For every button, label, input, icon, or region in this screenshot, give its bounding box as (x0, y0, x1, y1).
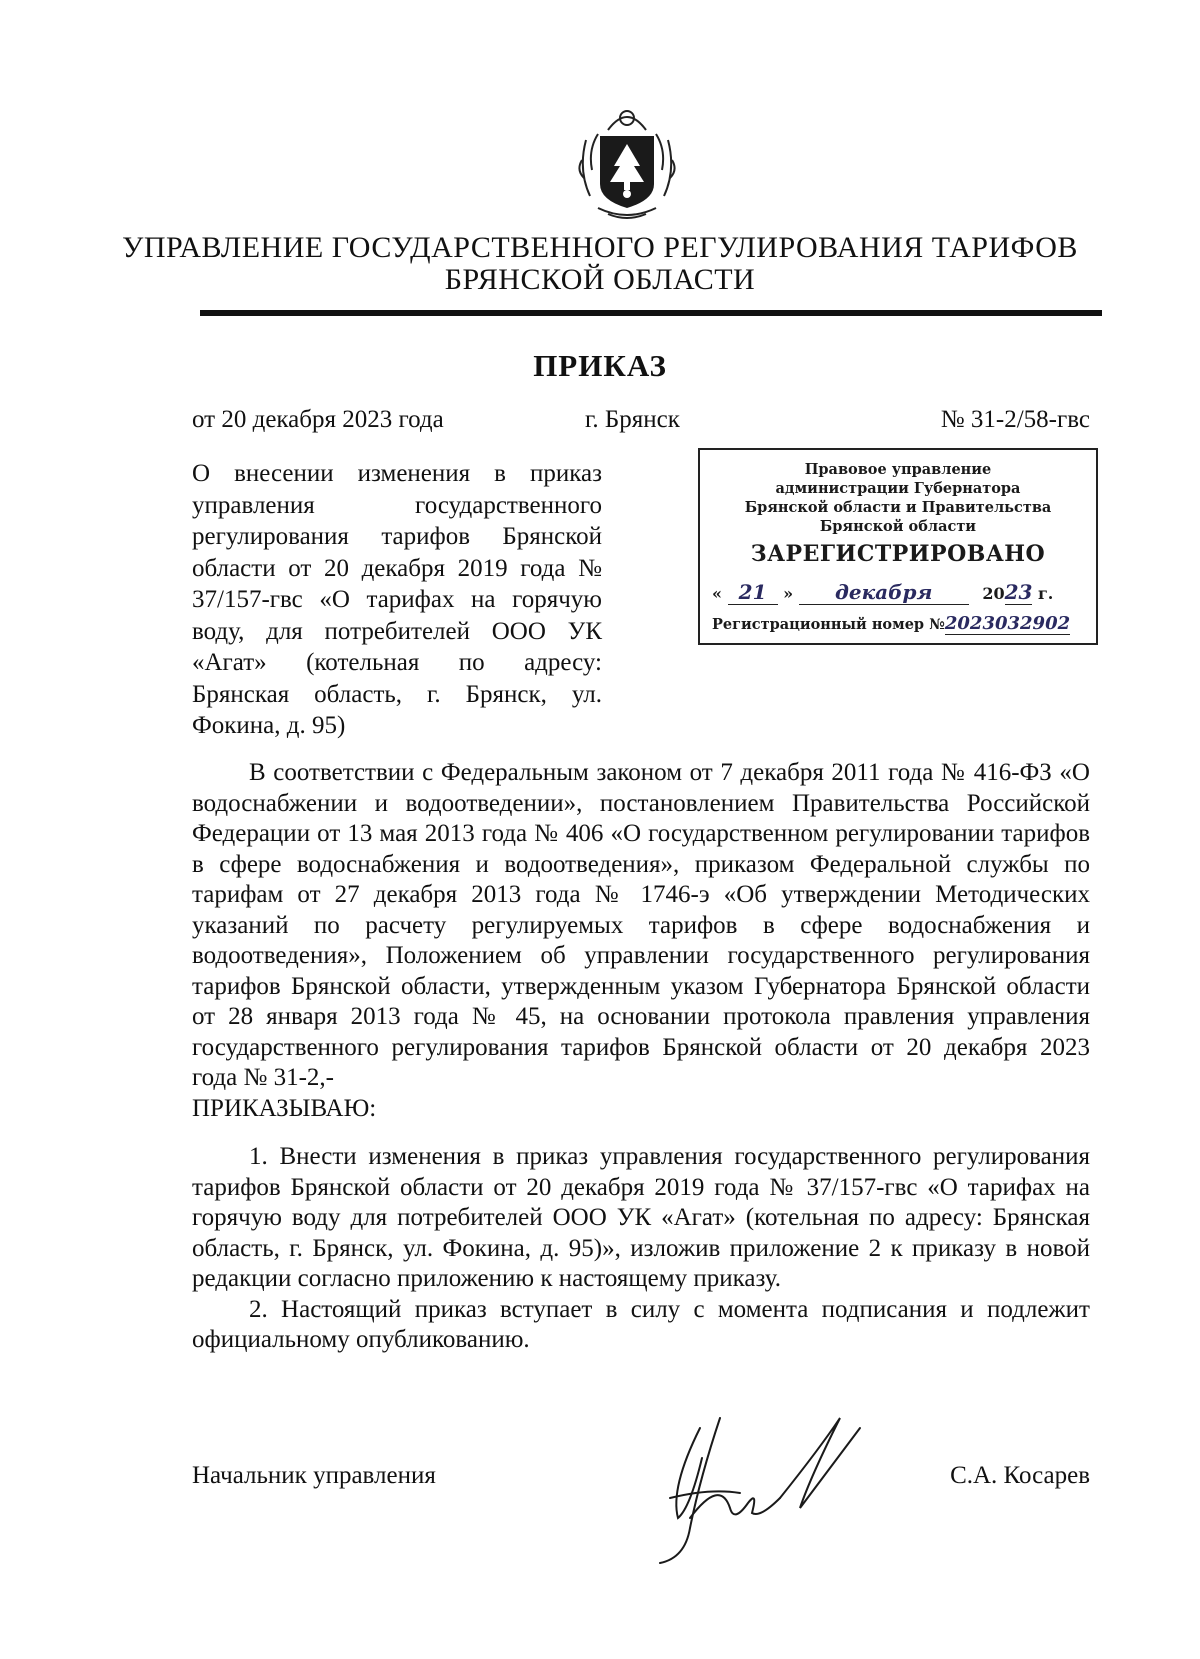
document-date: от 20 декабря 2023 года (192, 406, 444, 433)
order-item-2: 2. Настоящий приказ вступает в силу с момента подписания и подлежит официальному опубликованию. (192, 1295, 1090, 1353)
document-body (192, 758, 1090, 1356)
registration-stamp (698, 448, 1098, 645)
order-word: ПРИКАЗЫВАЮ: (192, 1094, 377, 1122)
stamp-line1: Правовое управление (804, 461, 992, 478)
stamp-date-close-quote: » (783, 584, 794, 603)
stamp-line2: администрации Губернатора (775, 480, 1021, 497)
stamp-date-year-suffix: 23 (1004, 580, 1033, 604)
stamp-date (712, 580, 1088, 606)
document-number: № 31-2/58-гвс (940, 406, 1090, 433)
stamp-date-month: декабря (799, 580, 969, 605)
header-divider (200, 310, 1102, 316)
handwritten-signature-icon (630, 1398, 870, 1568)
stamp-regnum (712, 613, 1092, 634)
organization-name-line1: УПРАВЛЕНИЕ ГОСУДАРСТВЕННОГО РЕГУЛИРОВАНИЯ ТАРИФОВ (122, 231, 1078, 264)
organization-name-line2: БРЯНСКОЙ ОБЛАСТИ (444, 263, 756, 296)
stamp-date-day: 21 (728, 580, 778, 605)
order-item-1: 1. Внести изменения в приказ управления государственного регулирования тарифов Брянской области от 20 декабря 2019 года № 37/157-гвс «О тарифах на горячую воду для потребителей ООО УК «Агат» (котельная по адресу: Брянская область, г. Брянск, ул. Фокина, д. 95)», изложив приложение 2 к приказу в новой редакции согласно приложению к настоящему приказу. (192, 1143, 1090, 1292)
stamp-registered: ЗАРЕГИСТРИРОВАНО (750, 541, 1046, 567)
coat-of-arms-icon (568, 100, 686, 226)
stamp-regnum-value: 2023032902 (944, 613, 1071, 634)
preamble-paragraph: В соответствии с Федеральным законом от 7 декабря 2011 года № 416-ФЗ «О водоснабжении и водоотведении», постановлением Правительства Российской Федерации от 13 мая 2013 года № 406 «О государственном регулировании тарифов в сфере водоснабжения и водоотведения», приказом Федеральной службы по тарифам от 27 декабря 2013 года № 1746-э «Об утверждении Методических указаний по расчету регулируемых тарифов в сфере водоснабжения и водоотведения», Положением об управлении государственного регулирования тарифов Брянской области, утвержденным указом Губернатора Брянской области от 28 января 2013 года № 45, на основании протокола правления управления государственного регулирования тарифов Брянской области от 20 декабря 2023 года № 31-2,- (192, 759, 1090, 1091)
stamp-line4: Брянской области (819, 518, 977, 535)
stamp-line3: Брянской области и Правительства (744, 499, 1052, 516)
stamp-date-year-prefix: 20 (982, 584, 1005, 603)
document-city: г. Брянск (585, 406, 680, 433)
stamp-date-open-quote: « (712, 584, 722, 603)
signatory-role: Начальник управления (192, 1462, 436, 1489)
signatory-name: С.А. Косарев (950, 1462, 1090, 1489)
stamp-date-year-unit: г. (1038, 584, 1054, 603)
document-subject: О внесении изменения в приказ управления государственного регулирования тарифов Брянской области от 20 декабря 2019 года № 37/157-гвс «О тарифах на горячую воду, для потребителей ООО УК «Агат» (котельная по адресу: Брянская область, г. Брянск, ул. Фокина, д. 95) (192, 460, 602, 739)
document-title: ПРИКАЗ (533, 348, 667, 383)
stamp-regnum-label: Регистрационный номер № (712, 616, 945, 633)
